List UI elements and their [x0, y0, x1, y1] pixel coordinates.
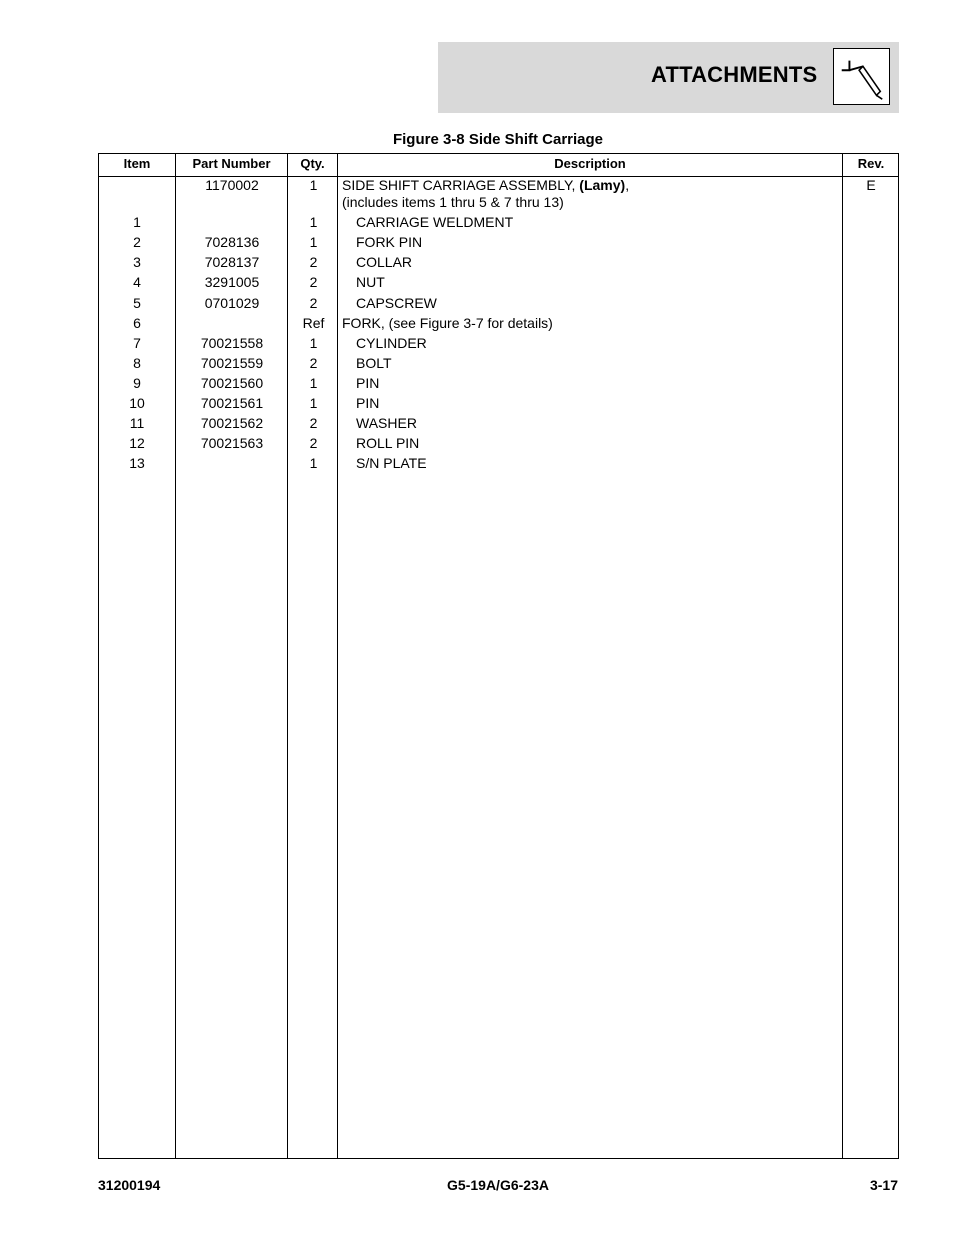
part-number-cell: 70021561 [200, 395, 264, 411]
column-header-description: Description [554, 156, 626, 171]
part-number-cell: 0701029 [204, 295, 260, 311]
description-cell: ROLL PIN [356, 435, 420, 451]
description-text: SIDE SHIFT CARRIAGE ASSEMBLY, [342, 177, 580, 193]
column-header-qty: Qty. [300, 156, 325, 171]
description-cell: WASHER [356, 415, 417, 431]
qty-cell: 2 [309, 355, 318, 371]
footer-page-number: 3-17 [869, 1177, 898, 1193]
part-number-cell: 7028137 [204, 254, 260, 270]
description-cell: PIN [356, 395, 380, 411]
item-cell: 8 [133, 355, 141, 371]
item-cell: 9 [133, 375, 141, 391]
item-cell: 10 [129, 395, 145, 411]
item-cell: 1 [133, 214, 141, 230]
qty-cell: 1 [309, 177, 318, 193]
description-note: (includes items 1 thru 5 & 7 thru 13) [342, 194, 564, 210]
part-number-cell: 70021563 [200, 435, 264, 451]
qty-cell: 2 [309, 435, 318, 451]
qty-cell: 1 [309, 455, 318, 471]
description-bold: (Lamy) [579, 177, 626, 193]
description-cell: CAPSCREW [356, 295, 437, 311]
item-cell: 7 [133, 335, 141, 351]
column-header-rev: Rev. [857, 156, 885, 171]
column-header-part-number: Part Number [192, 156, 271, 171]
description-cell: NUT [356, 274, 385, 290]
part-number-cell: 1170002 [205, 177, 259, 193]
description-cell: CYLINDER [356, 335, 427, 351]
attachment-tool-icon [833, 48, 890, 105]
part-number-cell: 70021558 [200, 335, 264, 351]
part-number-cell: 70021562 [200, 415, 264, 431]
description-cell: S/N PLATE [356, 455, 427, 471]
column-header-item: Item [123, 156, 151, 171]
description-cell: CARRIAGE WELDMENT [356, 214, 514, 230]
qty-cell: 1 [309, 234, 318, 250]
section-title: ATTACHMENTS [651, 62, 818, 87]
description-suffix: , [625, 177, 630, 193]
qty-cell: 2 [309, 415, 318, 431]
item-cell: 12 [129, 435, 145, 451]
part-number-cell: 7028136 [204, 234, 260, 250]
item-cell: 3 [133, 254, 141, 270]
part-number-cell: 70021559 [200, 355, 264, 371]
rev-cell: E [866, 177, 876, 193]
item-cell: 4 [133, 274, 141, 290]
qty-cell: 2 [309, 254, 318, 270]
footer-model: G5-19A/G6-23A [447, 1177, 549, 1193]
description-cell: FORK, (see Figure 3-7 for details) [342, 315, 553, 331]
figure-title: Figure 3-8 Side Shift Carriage [392, 131, 604, 148]
qty-cell: Ref [302, 315, 325, 331]
description-cell [342, 177, 842, 194]
part-number-cell: 70021560 [200, 375, 264, 391]
qty-cell: 2 [309, 295, 318, 311]
qty-cell: 1 [309, 395, 318, 411]
description-cell: FORK PIN [356, 234, 423, 250]
footer-document-number: 31200194 [98, 1177, 161, 1193]
qty-cell: 2 [309, 274, 318, 290]
item-cell: 6 [133, 315, 141, 331]
parts-table [98, 153, 899, 1159]
qty-cell: 1 [309, 214, 318, 230]
item-cell: 2 [133, 234, 141, 250]
description-cell: PIN [356, 375, 380, 391]
item-cell: 13 [129, 455, 145, 471]
qty-cell: 1 [309, 335, 318, 351]
part-number-cell: 3291005 [204, 274, 260, 290]
qty-cell: 1 [309, 375, 318, 391]
description-cell: BOLT [356, 355, 392, 371]
description-cell: COLLAR [356, 254, 413, 270]
item-cell: 5 [133, 295, 141, 311]
item-cell: 11 [129, 415, 145, 431]
